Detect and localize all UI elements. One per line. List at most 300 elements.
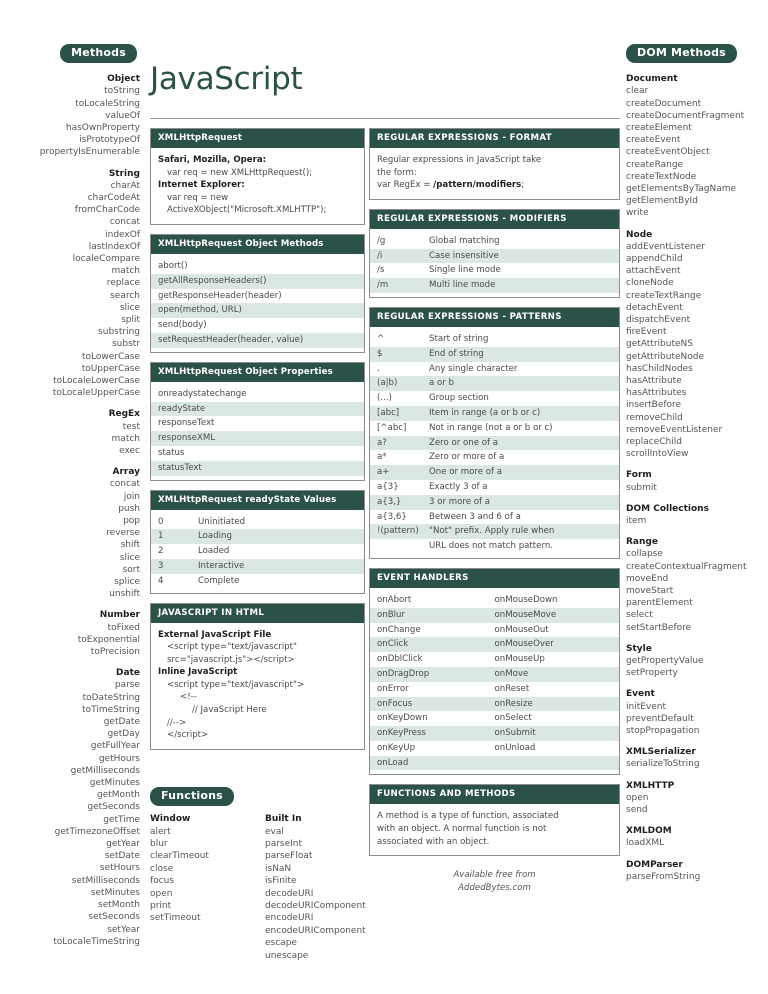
- regex-pattern-value: "Not" prefix. Apply rule when: [429, 526, 555, 537]
- dom-method-item: moveEnd: [626, 573, 669, 584]
- event-handler-right: onMouseDown: [494, 594, 558, 605]
- dom-method-item: moveStart: [626, 586, 674, 597]
- methods-item: exec: [119, 445, 140, 456]
- dom-method-group: [626, 859, 768, 883]
- dom-method-group: [626, 503, 768, 527]
- readystate-row: [151, 559, 364, 574]
- dom-method-item: initEvent: [626, 701, 667, 712]
- regex-format-prefix: var RegEx =: [377, 180, 434, 191]
- event-handler-right: onSubmit: [494, 728, 536, 739]
- dom-method-group-title: Node: [626, 229, 653, 240]
- regex-pattern-key: a{3}: [377, 481, 399, 492]
- footer-line1: Available free from: [453, 870, 536, 880]
- xhr-line: var req = new: [167, 192, 229, 203]
- dom-method-group: [626, 780, 768, 817]
- page-title-area: [150, 60, 620, 98]
- regex-pattern-row: [370, 495, 619, 510]
- regex-pattern-row: [370, 436, 619, 451]
- panel-javascript-in-html-header: JAVASCRIPT IN HTML: [151, 604, 364, 623]
- event-handler-row: [370, 756, 619, 771]
- functions-item: eval: [265, 826, 284, 837]
- footer: [369, 869, 620, 894]
- regex-pattern-value: Zero or one of a: [429, 437, 499, 448]
- methods-group-title: Number: [99, 610, 140, 621]
- dom-method-group-title: XMLDOM: [626, 826, 672, 837]
- regex-pattern-value: Exactly 3 of a: [429, 481, 488, 492]
- xhr-method-row: open(method, URL): [151, 303, 364, 318]
- readystate-key: 4: [158, 575, 164, 586]
- event-handler-left: onKeyDown: [377, 713, 428, 724]
- dom-method-item: getAttributeNS: [626, 339, 693, 350]
- functions-column-title: Window: [150, 814, 191, 825]
- event-handler-row: [370, 711, 619, 726]
- event-handler-left: onDragDrop: [377, 668, 430, 679]
- panel-functions-and-methods-header: FUNCTIONS AND METHODS: [370, 785, 619, 804]
- panel-javascript-in-html: [150, 603, 365, 750]
- functions-column-title: Built In: [265, 814, 302, 825]
- event-handler-row: [370, 667, 619, 682]
- methods-item: fromCharCode: [74, 205, 140, 216]
- regex-pattern-value: Not in range (not a or b or c): [429, 422, 553, 433]
- methods-item: propertyIsEnumerable: [39, 147, 140, 158]
- functions-item: parseFloat: [265, 851, 313, 862]
- dom-method-item: insertBefore: [626, 400, 682, 411]
- dom-methods-sidebar: [626, 44, 768, 883]
- functions-item: decodeURI: [265, 888, 314, 899]
- dom-method-item: cloneNode: [626, 278, 674, 289]
- dom-method-group: [626, 73, 768, 219]
- panel-event-handlers-header: EVENT HANDLERS: [370, 569, 619, 588]
- regex-pattern-key: !(pattern): [377, 526, 419, 537]
- funcs-methods-line1: A method is a type of function, associated: [377, 811, 559, 822]
- functions-item: alert: [150, 826, 171, 837]
- dom-method-item: hasAttributes: [626, 388, 687, 399]
- dom-method-item: dispatchEvent: [626, 314, 691, 325]
- panel-regex-modifiers: [369, 209, 620, 298]
- xhr-line: ActiveXObject("Microsoft.XMLHTTP");: [167, 205, 327, 216]
- regex-pattern-row: [370, 510, 619, 525]
- right-panel-column: [369, 128, 620, 865]
- regex-pattern-continuation: URL does not match pattern.: [429, 541, 554, 552]
- functions-item: setTimeout: [150, 913, 201, 924]
- regex-pattern-value: Group section: [429, 393, 489, 404]
- methods-item: getTimezoneOffset: [54, 826, 140, 837]
- event-handler-row: [370, 652, 619, 667]
- regex-pattern-key: (a|b): [377, 378, 398, 389]
- event-handler-right: onUnload: [494, 742, 536, 753]
- dom-method-item: item: [626, 516, 647, 526]
- regex-pattern-row: [370, 332, 619, 347]
- dom-method-item: stopPropagation: [626, 726, 700, 737]
- methods-item: toLocaleString: [75, 98, 140, 109]
- methods-item: getMonth: [97, 790, 140, 801]
- methods-item: toLocaleLowerCase: [53, 375, 140, 386]
- dom-method-item: createTextNode: [626, 171, 697, 182]
- methods-item: getMinutes: [89, 778, 140, 789]
- methods-group-title: Object: [107, 74, 140, 85]
- methods-item: toLowerCase: [81, 351, 140, 362]
- dom-method-item: attachEvent: [626, 266, 681, 277]
- methods-item: sort: [122, 564, 140, 575]
- title-divider: [150, 118, 620, 119]
- jsinhtml-line: </script>: [167, 730, 209, 741]
- functions-item: focus: [150, 876, 175, 887]
- methods-item: setDate: [104, 851, 140, 862]
- dom-method-item: clear: [626, 86, 649, 97]
- event-handler-left: onClick: [377, 639, 409, 650]
- regex-pattern-key: [abc]: [377, 407, 400, 418]
- event-handler-row: [370, 697, 619, 712]
- xhr-property-row: readyState: [151, 402, 364, 417]
- event-handler-row: [370, 593, 619, 608]
- methods-item: getSeconds: [87, 802, 140, 813]
- dom-method-group-title: Document: [626, 74, 678, 85]
- event-handler-right: onResize: [494, 698, 533, 709]
- xhr-method-row: getResponseHeader(header): [158, 290, 282, 301]
- dom-method-item: open: [626, 792, 649, 803]
- dom-method-item: replaceChild: [626, 436, 682, 447]
- regex-pattern-value: Any single character: [429, 363, 518, 374]
- regex-pattern-row: [370, 347, 619, 362]
- methods-group: [0, 609, 140, 658]
- regex-pattern-key: $: [377, 348, 383, 359]
- dom-method-group-title: DOMParser: [626, 859, 683, 870]
- event-handler-right: [495, 757, 613, 770]
- functions-block: [150, 787, 380, 962]
- methods-item: join: [123, 491, 140, 502]
- dom-method-group: [626, 746, 768, 770]
- event-handler-row: [370, 623, 619, 638]
- xhr-property-row: responseXML: [151, 431, 364, 446]
- panel-regex-modifiers-body: [370, 229, 619, 297]
- jsinhtml-line: //-->: [167, 717, 187, 728]
- regex-pattern-row: [370, 480, 619, 495]
- dom-method-item: createRange: [626, 159, 684, 170]
- dom-method-group: [626, 229, 768, 461]
- regex-format-strong: /pattern/modifiers: [433, 180, 522, 191]
- functions-item: print: [150, 900, 172, 911]
- regex-modifier-key: /g: [377, 235, 386, 246]
- methods-item: parse: [114, 680, 140, 691]
- regex-pattern-key: a+: [377, 467, 390, 478]
- regex-modifier-row: [370, 249, 619, 264]
- xhr-line: Internet Explorer:: [158, 180, 245, 191]
- methods-item: setHours: [99, 863, 140, 874]
- event-handler-right: onMouseOut: [494, 624, 549, 635]
- regex-pattern-row: [370, 524, 619, 539]
- methods-item: toPrecision: [90, 647, 140, 658]
- readystate-row: [151, 544, 364, 559]
- functions-pill-wrap: [150, 787, 380, 806]
- methods-item: reverse: [106, 528, 140, 539]
- dom-method-item: scrollIntoView: [626, 449, 689, 460]
- regex-pattern-key: ^: [377, 333, 385, 344]
- panel-regex-modifiers-header: REGULAR EXPRESSIONS - MODIFIERS: [370, 210, 619, 229]
- panel-regex-patterns-body: [370, 327, 619, 558]
- dom-method-group: [626, 688, 768, 737]
- methods-item: indexOf: [105, 229, 140, 240]
- panel-regex-patterns: [369, 307, 620, 559]
- methods-item: valueOf: [105, 110, 140, 121]
- regex-pattern-key: a{3,}: [377, 496, 402, 507]
- panel-functions-and-methods-body: [370, 804, 619, 855]
- methods-item: localeCompare: [72, 253, 140, 264]
- panel-xhr-methods-header: XMLHttpRequest Object Methods: [151, 235, 364, 254]
- dom-method-group-title: Event: [626, 689, 655, 700]
- dom-method-item: removeChild: [626, 412, 683, 423]
- regex-modifier-key: /i: [377, 250, 383, 261]
- methods-item: concat: [109, 479, 140, 490]
- methods-item: toDateString: [82, 692, 140, 703]
- readystate-value: Loaded: [198, 546, 230, 557]
- regex-pattern-value: a or b: [429, 378, 454, 389]
- event-handler-left: onError: [377, 683, 409, 694]
- readystate-row: [151, 515, 364, 530]
- methods-item: getDate: [103, 717, 140, 728]
- panel-readystate-values: [150, 490, 365, 594]
- functions-column: [265, 813, 380, 962]
- event-handler-left: onDblClick: [377, 654, 423, 665]
- readystate-value: Complete: [198, 575, 240, 586]
- methods-item: toString: [104, 86, 140, 97]
- methods-item: getFullYear: [90, 741, 140, 752]
- regex-format-line3: [377, 179, 612, 192]
- regex-pattern-value: Item in range (a or b or c): [429, 407, 541, 418]
- methods-item: hasOwnProperty: [65, 122, 140, 133]
- dom-methods-group-list: [626, 73, 768, 883]
- regex-modifier-row: [370, 263, 619, 278]
- regex-modifier-row: [370, 234, 619, 249]
- readystate-row: [151, 529, 364, 544]
- funcs-methods-line2: with an object. A normal function is not: [377, 824, 547, 835]
- jsinhtml-line: <!--: [180, 692, 197, 703]
- functions-item: escape: [265, 938, 297, 949]
- xhr-method-row: abort(): [158, 260, 188, 271]
- footer-line2: AddedBytes.com: [458, 882, 531, 893]
- xhr-line: Safari, Mozilla, Opera:: [158, 155, 267, 165]
- event-handler-left: onLoad: [377, 757, 409, 768]
- readystate-key: 0: [158, 516, 164, 527]
- panel-xhr-methods: [150, 234, 365, 353]
- methods-item: pop: [123, 516, 140, 526]
- methods-item: toLocaleUpperCase: [52, 388, 140, 399]
- dom-method-item: parseFromString: [626, 871, 701, 882]
- regex-pattern-row-continuation: [370, 539, 619, 554]
- dom-method-item: getAttributeNode: [626, 351, 705, 362]
- methods-item: slice: [119, 552, 140, 563]
- event-handler-row: [370, 682, 619, 697]
- dom-method-group: [626, 825, 768, 849]
- readystate-row: [151, 574, 364, 589]
- xhr-property-row: onreadystatechange: [158, 388, 247, 399]
- methods-item: unshift: [109, 589, 140, 600]
- methods-group: [0, 168, 140, 400]
- dom-method-item: loadXML: [626, 838, 665, 849]
- functions-item: unescape: [265, 950, 309, 961]
- panel-readystate-body: [151, 510, 364, 593]
- functions-item: parseInt: [265, 838, 303, 849]
- xhr-method-row: setRequestHeader(header, value): [151, 333, 364, 348]
- methods-sidebar: [0, 44, 140, 948]
- dom-method-item: createEventObject: [626, 147, 710, 158]
- xhr-method-row: getAllResponseHeaders(): [151, 274, 364, 289]
- panel-regex-format: [369, 128, 620, 200]
- regex-modifier-value: Single line mode: [429, 265, 501, 276]
- dom-method-item: hasAttribute: [626, 375, 682, 386]
- page-title: JavaScript: [150, 61, 303, 97]
- functions-item: blur: [150, 838, 168, 849]
- methods-group-list: [0, 73, 140, 948]
- methods-item: getHours: [98, 753, 140, 764]
- dom-method-item: setProperty: [626, 668, 678, 679]
- dom-method-group-title: XMLHTTP: [626, 780, 675, 791]
- panel-xmlhttprequest: [150, 128, 365, 225]
- dom-method-item: collapse: [626, 549, 663, 560]
- functions-item: isFinite: [265, 876, 297, 887]
- regex-modifier-key: /s: [377, 265, 385, 276]
- event-handler-left: onKeyPress: [377, 728, 426, 739]
- methods-group-title: Date: [116, 668, 140, 679]
- dom-method-item: setStartBefore: [626, 622, 692, 633]
- methods-group: [0, 73, 140, 158]
- methods-item: setMonth: [98, 900, 140, 911]
- functions-item: open: [150, 888, 173, 899]
- event-handler-left: onAbort: [377, 594, 412, 605]
- functions-item: encodeURIComponent: [265, 925, 366, 936]
- readystate-key: 3: [158, 560, 164, 571]
- dom-method-item: serializeToString: [626, 759, 700, 770]
- functions-item: encodeURI: [265, 913, 314, 924]
- dom-method-item: write: [626, 208, 649, 219]
- dom-method-group: [626, 469, 768, 493]
- regex-pattern-row: [370, 465, 619, 480]
- regex-pattern-row: [370, 376, 619, 391]
- methods-item: toLocaleTimeString: [53, 936, 140, 947]
- dom-method-group-title: Form: [626, 470, 652, 481]
- regex-pattern-value: Zero or more of a: [429, 452, 505, 463]
- methods-item: toExponential: [77, 634, 140, 645]
- methods-item: match: [111, 266, 140, 277]
- regex-format-suffix: ;: [521, 180, 525, 191]
- methods-item: toTimeString: [82, 704, 140, 715]
- dom-method-item: getElementById: [626, 196, 698, 207]
- dom-method-group-title: DOM Collections: [626, 503, 709, 514]
- methods-item: getYear: [106, 839, 140, 850]
- methods-item: splice: [114, 577, 140, 588]
- event-handler-left: onFocus: [377, 698, 413, 709]
- methods-group-title: Array: [112, 467, 140, 478]
- readystate-value: Loading: [198, 531, 232, 542]
- event-handler-row: [370, 637, 619, 652]
- methods-item: setYear: [107, 924, 140, 935]
- methods-item: push: [118, 503, 140, 514]
- regex-pattern-value: Start of string: [429, 333, 489, 344]
- regex-pattern-row: [370, 450, 619, 465]
- event-handler-right: onMouseUp: [494, 654, 545, 665]
- panel-readystate-header: XMLHttpRequest readyState Values: [151, 491, 364, 510]
- methods-group-title: RegEx: [108, 409, 140, 420]
- regex-pattern-row: [370, 421, 619, 436]
- dom-method-item: preventDefault: [626, 713, 694, 724]
- event-handler-row: [370, 726, 619, 741]
- functions-column: [150, 813, 265, 962]
- regex-modifier-value: Global matching: [429, 235, 500, 246]
- event-handler-right: onMouseMove: [494, 609, 557, 620]
- dom-method-item: parentElement: [626, 598, 693, 609]
- dom-method-item: createDocumentFragment: [626, 110, 745, 121]
- panel-xhr-properties-header: XMLHttpRequest Object Properties: [151, 363, 364, 382]
- readystate-value: Uninitiated: [198, 516, 246, 527]
- methods-item: setMinutes: [90, 887, 140, 898]
- dom-method-item: appendChild: [626, 253, 683, 264]
- dom-method-item: createDocument: [626, 98, 702, 109]
- regex-pattern-row: [370, 406, 619, 421]
- methods-item: toFixed: [107, 622, 140, 633]
- dom-method-item: hasChildNodes: [626, 363, 693, 374]
- dom-method-item: detachEvent: [626, 302, 683, 313]
- dom-method-group: [626, 536, 768, 634]
- methods-item: setMilliseconds: [71, 875, 140, 886]
- methods-item: shift: [120, 540, 140, 551]
- regex-pattern-value: End of string: [429, 348, 484, 359]
- regex-pattern-value: One or more of a: [429, 467, 503, 478]
- methods-item: charCodeAt: [87, 192, 140, 203]
- jsinhtml-line: // JavaScript Here: [192, 705, 267, 716]
- regex-modifier-row: [370, 278, 619, 293]
- methods-item: getMilliseconds: [70, 765, 140, 776]
- dom-method-item: send: [626, 805, 648, 816]
- dom-method-group-title: Range: [626, 537, 658, 548]
- xhr-method-row: send(body): [158, 320, 207, 331]
- functions-item: isNaN: [265, 863, 292, 874]
- functions-item: decodeURIComponent: [265, 900, 366, 911]
- jsinhtml-line: <script type="text/javascript": [167, 642, 297, 653]
- methods-item: lastIndexOf: [88, 241, 140, 252]
- panel-xmlhttprequest-header: XMLHttpRequest: [151, 129, 364, 148]
- methods-item: toUpperCase: [81, 363, 140, 374]
- dom-method-item: submit: [626, 482, 657, 493]
- event-handler-right: onMove: [494, 668, 529, 679]
- readystate-key: 2: [158, 546, 164, 557]
- methods-item: isPrototypeOf: [79, 135, 140, 146]
- functions-item: clearTimeout: [150, 851, 209, 862]
- panel-event-handlers: [369, 568, 620, 776]
- xhr-property-row: status: [158, 447, 185, 458]
- panel-regex-format-body: [370, 148, 619, 199]
- methods-item: concat: [109, 217, 140, 228]
- methods-item: substr: [111, 339, 140, 350]
- methods-group: [0, 667, 140, 948]
- regex-format-line1: Regular expressions in JavaScript take: [377, 155, 542, 165]
- methods-item: match: [111, 433, 140, 444]
- event-handler-right: onReset: [494, 683, 530, 694]
- methods-item: search: [110, 290, 140, 301]
- dom-method-item: fireEvent: [626, 327, 667, 338]
- panel-event-handlers-body: [370, 588, 619, 775]
- middle-column: [150, 128, 365, 759]
- event-handler-left: onChange: [377, 624, 421, 635]
- readystate-key: 1: [158, 531, 164, 542]
- functions-item: close: [150, 863, 174, 874]
- dom-method-group-title: Style: [626, 643, 652, 654]
- methods-item: slice: [119, 302, 140, 313]
- jsinhtml-line: External JavaScript File: [158, 629, 272, 640]
- xhr-line: var req = new XMLHttpRequest();: [167, 167, 313, 178]
- jsinhtml-line: src="javascript.js"></script>: [167, 654, 295, 665]
- panel-xhr-properties: [150, 362, 365, 481]
- dom-method-item: removeEventListener: [626, 424, 723, 435]
- methods-item: substring: [98, 327, 140, 338]
